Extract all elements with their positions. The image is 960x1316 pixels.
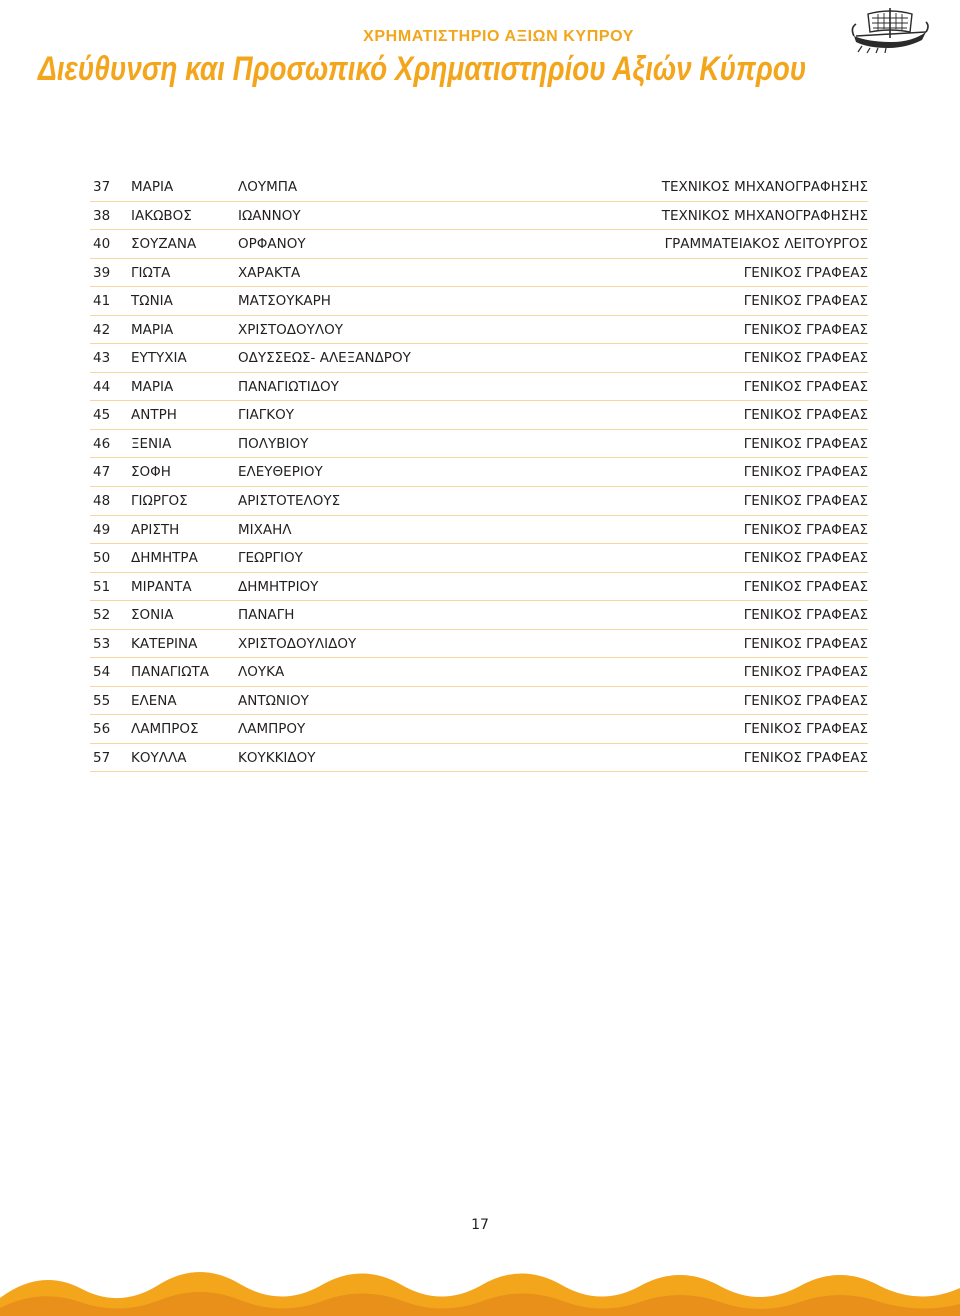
staff-row — [90, 601, 868, 630]
staff-role: ΓΕΝΙΚΟΣ ΓΡΑΦΕΑΣ — [743, 321, 868, 338]
staff-row — [90, 458, 868, 487]
orange-waves-decoration — [0, 1258, 960, 1316]
staff-row — [90, 259, 868, 288]
staff-role: ΤΕΧΝΙΚΟΣ ΜΗΧΑΝΟΓΡΑΦΗΣΗΣ — [661, 179, 868, 195]
staff-role: ΓΕΝΙΚΟΣ ΓΡΑΦΕΑΣ — [743, 264, 868, 281]
staff-number: 50 — [93, 550, 111, 567]
staff-number: 40 — [93, 236, 111, 253]
organization-name: ΧΡΗΜΑΤΙΣΤΗΡΙΟ ΑΞΙΩΝ ΚΥΠΡΟΥ — [363, 28, 634, 45]
staff-role: ΓΕΝΙΚΟΣ ΓΡΑΦΕΑΣ — [743, 464, 868, 481]
staff-number: 43 — [93, 350, 111, 367]
staff-number: 45 — [93, 407, 111, 424]
staff-row — [90, 373, 868, 402]
staff-list — [90, 173, 868, 772]
staff-last-name: ΜΑΤΣΟΥΚΑΡΗ — [238, 293, 331, 310]
staff-role: ΓΡΑΜΜΑΤΕΙΑΚΟΣ ΛΕΙΤΟΥΡΓΟΣ — [664, 236, 868, 253]
staff-last-name: ΠΑΝΑΓΙΩΤΙΔΟΥ — [238, 378, 339, 395]
staff-first-name: ΕΛΕΝΑ — [131, 692, 177, 709]
staff-row — [90, 573, 868, 602]
staff-role: ΓΕΝΙΚΟΣ ΓΡΑΦΕΑΣ — [743, 350, 868, 367]
page-title: Διεύθυνση και Προσωπικό Χρηματιστηρίου Αξιών Κύπρου — [38, 50, 807, 88]
staff-number: 41 — [93, 293, 111, 310]
staff-first-name: ΓΙΩΡΓΟΣ — [131, 493, 188, 510]
staff-first-name: ΚΑΤΕΡΙΝΑ — [131, 635, 198, 652]
staff-number: 54 — [93, 664, 111, 681]
staff-role: ΓΕΝΙΚΟΣ ΓΡΑΦΕΑΣ — [743, 749, 868, 766]
staff-role: ΓΕΝΙΚΟΣ ΓΡΑΦΕΑΣ — [743, 721, 868, 738]
staff-number: 49 — [93, 521, 111, 538]
staff-last-name: ΚΟΥΚΚΙΔΟΥ — [238, 749, 316, 766]
staff-last-name: ΙΩΑΝΝΟΥ — [238, 207, 301, 224]
staff-number: 56 — [93, 721, 111, 738]
staff-first-name: ΞΕΝΙΑ — [131, 435, 172, 452]
staff-last-name: ΓΕΩΡΓΙΟΥ — [238, 550, 303, 567]
staff-last-name: ΛΑΜΠΡΟΥ — [238, 721, 306, 738]
ancient-ship-icon — [848, 2, 930, 54]
staff-number: 52 — [93, 607, 111, 624]
staff-first-name: ΠΑΝΑΓΙΩΤΑ — [131, 664, 210, 681]
staff-number: 44 — [93, 378, 111, 395]
staff-row — [90, 344, 868, 373]
staff-first-name: ΤΩΝΙΑ — [131, 293, 173, 310]
staff-role: ΓΕΝΙΚΟΣ ΓΡΑΦΕΑΣ — [743, 578, 868, 595]
staff-row — [90, 202, 868, 231]
staff-row — [90, 173, 868, 202]
staff-number: 53 — [93, 635, 111, 652]
staff-last-name: ΑΝΤΩΝΙΟΥ — [238, 692, 309, 709]
staff-first-name: ΔΗΜΗΤΡΑ — [131, 550, 198, 567]
staff-role: ΓΕΝΙΚΟΣ ΓΡΑΦΕΑΣ — [743, 664, 868, 681]
staff-number: 47 — [93, 464, 111, 481]
staff-number: 46 — [93, 435, 111, 452]
staff-last-name: ΠΟΛΥΒΙΟΥ — [238, 435, 309, 452]
staff-number: 51 — [93, 578, 111, 595]
staff-role: ΤΕΧΝΙΚΟΣ ΜΗΧΑΝΟΓΡΑΦΗΣΗΣ — [661, 207, 868, 224]
staff-last-name: ΛΟΥΜΠΑ — [238, 179, 298, 195]
staff-role: ΓΕΝΙΚΟΣ ΓΡΑΦΕΑΣ — [743, 293, 868, 310]
staff-row — [90, 287, 868, 316]
staff-first-name: ΑΝΤΡΗ — [131, 407, 177, 424]
staff-row — [90, 516, 868, 545]
staff-first-name: ΜΑΡΙΑ — [131, 179, 174, 195]
staff-first-name: ΜΙΡΑΝΤΑ — [131, 578, 192, 595]
staff-last-name: ΧΡΙΣΤΟΔΟΥΛΟΥ — [238, 321, 343, 338]
staff-row — [90, 630, 868, 659]
staff-first-name: ΣΟΦΗ — [131, 464, 171, 481]
staff-last-name: ΓΙΑΓΚΟΥ — [238, 407, 294, 424]
staff-number: 38 — [93, 207, 111, 224]
staff-last-name: ΑΡΙΣΤΟΤΕΛΟΥΣ — [238, 493, 341, 510]
staff-last-name: ΕΛΕΥΘΕΡΙΟΥ — [238, 464, 323, 481]
staff-row — [90, 316, 868, 345]
staff-role: ΓΕΝΙΚΟΣ ΓΡΑΦΕΑΣ — [743, 493, 868, 510]
staff-first-name: ΜΑΡΙΑ — [131, 321, 174, 338]
staff-role: ΓΕΝΙΚΟΣ ΓΡΑΦΕΑΣ — [743, 378, 868, 395]
staff-last-name: ΜΙΧΑΗΛ — [238, 521, 292, 538]
staff-last-name: ΔΗΜΗΤΡΙΟΥ — [238, 578, 319, 595]
staff-role: ΓΕΝΙΚΟΣ ΓΡΑΦΕΑΣ — [743, 521, 868, 538]
staff-row — [90, 715, 868, 744]
staff-first-name: ΣΟΥΖΑΝΑ — [131, 236, 197, 253]
staff-last-name: ΟΡΦΑΝΟΥ — [238, 236, 306, 253]
staff-first-name: ΕΥΤΥΧΙΑ — [131, 350, 187, 367]
staff-number: 37 — [93, 179, 111, 195]
staff-last-name: ΠΑΝΑΓΗ — [238, 607, 295, 624]
staff-row — [90, 687, 868, 716]
staff-row — [90, 230, 868, 259]
staff-first-name: ΛΑΜΠΡΟΣ — [131, 721, 199, 738]
staff-first-name: ΣΟΝΙΑ — [131, 607, 174, 624]
staff-last-name: ΧΡΙΣΤΟΔΟΥΛΙΔΟΥ — [238, 635, 357, 652]
staff-role: ΓΕΝΙΚΟΣ ΓΡΑΦΕΑΣ — [743, 435, 868, 452]
staff-number: 57 — [93, 749, 111, 766]
staff-row — [90, 744, 868, 773]
staff-row — [90, 430, 868, 459]
staff-number: 55 — [93, 692, 111, 709]
staff-last-name: ΧΑΡΑΚΤΑ — [238, 264, 301, 281]
staff-first-name: ΚΟΥΛΛΑ — [131, 749, 187, 766]
staff-first-name: ΜΑΡΙΑ — [131, 378, 174, 395]
staff-role: ΓΕΝΙΚΟΣ ΓΡΑΦΕΑΣ — [743, 607, 868, 624]
staff-first-name: ΑΡΙΣΤΗ — [131, 521, 180, 538]
staff-last-name: ΛΟΥΚΑ — [238, 664, 285, 681]
staff-row — [90, 544, 868, 573]
staff-row — [90, 658, 868, 687]
staff-role: ΓΕΝΙΚΟΣ ΓΡΑΦΕΑΣ — [743, 550, 868, 567]
staff-row — [90, 401, 868, 430]
staff-role: ΓΕΝΙΚΟΣ ΓΡΑΦΕΑΣ — [743, 635, 868, 652]
staff-role: ΓΕΝΙΚΟΣ ΓΡΑΦΕΑΣ — [743, 692, 868, 709]
staff-row — [90, 487, 868, 516]
staff-first-name: ΓΙΩΤΑ — [131, 264, 171, 281]
staff-first-name: ΙΑΚΩΒΟΣ — [131, 207, 192, 224]
staff-role: ΓΕΝΙΚΟΣ ΓΡΑΦΕΑΣ — [743, 407, 868, 424]
staff-last-name: ΟΔΥΣΣΕΩΣ- ΑΛΕΞΑΝΔΡΟΥ — [238, 350, 411, 367]
page-number: 17 — [471, 1217, 489, 1233]
staff-number: 42 — [93, 321, 111, 338]
staff-number: 39 — [93, 264, 111, 281]
staff-number: 48 — [93, 493, 111, 510]
